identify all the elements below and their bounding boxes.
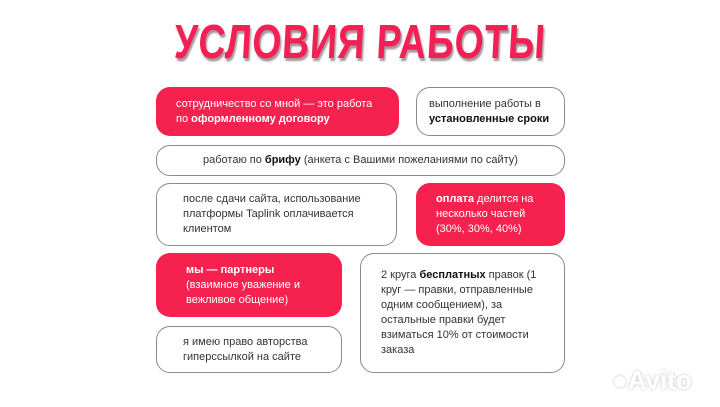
card-taplink: после сдачи сайта, использование платформы Taplink оплачивается клиентом <box>156 183 397 246</box>
card-authorship: я имею право авторства гиперссылкой на сайте <box>156 326 342 373</box>
card-revisions: 2 круга бесплатных правок (1 круг — правки, отправленные одним сообщением), за остальные правки будет взиматься 10% от стоимости заказа <box>360 253 565 373</box>
page-title: УСЛОВИЯ РАБОТЫ <box>172 15 548 69</box>
card-brief: работаю по брифу (анкета с Вашими пожеланиями по сайту) <box>156 145 565 176</box>
avito-watermark: ●Avito <box>612 365 692 395</box>
card-deadlines: выполнение работы в установленные сроки <box>416 87 565 136</box>
card-payment: оплата делится на несколько частей (30%, 30%, 40%) <box>416 183 565 246</box>
card-contract: сотрудничество со мной — это работа по оформленному договору <box>156 87 399 136</box>
card-partners: мы — партнеры (взаимное уважение и вежливое общение) <box>156 253 342 317</box>
